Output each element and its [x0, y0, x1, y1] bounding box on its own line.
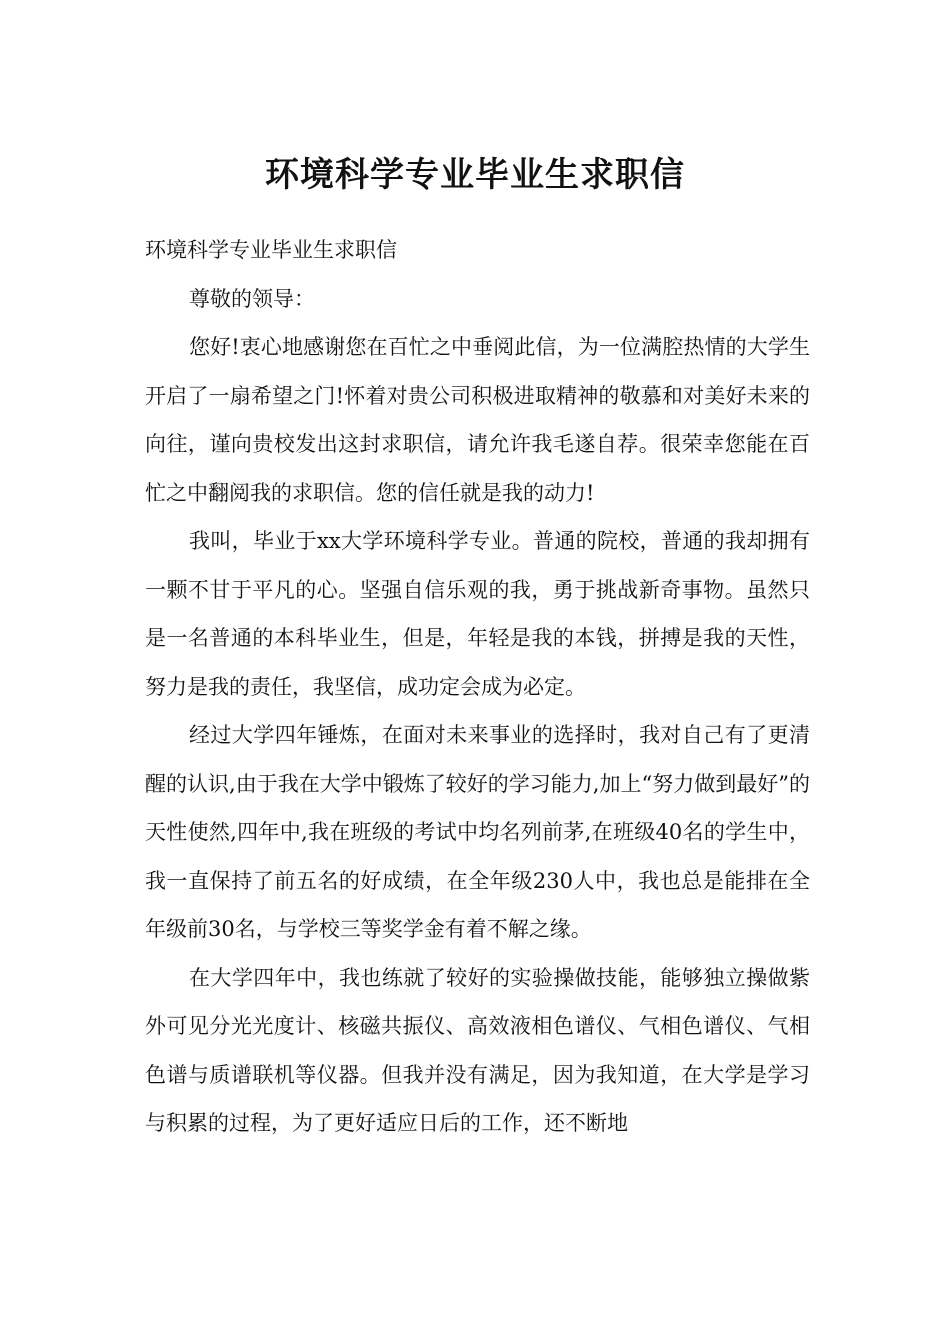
- paragraph-introduction: 我叫，毕业于xx大学环境科学专业。普通的院校，普通的我却拥有一颗不甘于平凡的心。坚强自信乐观的我，勇于挑战新奇事物。虽然只是一名普通的本科毕业生，但是，年轻是我的本钱，拼搏是我的天性，努力是我的责任，我坚信，成功定会成为必定。: [145, 529, 810, 699]
- paragraph-lab-skills: 在大学四年中，我也练就了较好的实验操做技能，能够独立操做紫外可见分光光度计、核磁共振仪、高效液相色谱仪、气相色谱仪、气相色谱与质谱联机等仪器。但我并没有满足，因为我知道，在大学是学习与积累的过程，为了更好适应日后的工作，还不断地: [145, 965, 810, 1135]
- paragraph-greeting: 您好!衷心地感谢您在百忙之中垂阅此信，为一位满腔热情的大学生开启了一扇希望之门!怀着对贵公司积极进取精神的敬慕和对美好未来的向往，谨向贵校发出这封求职信，请允许我毛遂自荐。很荣幸您能在百忙之中翻阅我的求职信。您的信任就是我的动力!: [145, 335, 810, 505]
- document-title: 环境科学专业毕业生求职信: [265, 154, 685, 195]
- salutation: 尊敬的领导：: [189, 286, 315, 311]
- paragraph-academic-record: 经过大学四年锤炼，在面对未来事业的选择时，我对自己有了更清醒的认识,由于我在大学中锻炼了较好的学习能力,加上“努力做到最好”的天性使然,四年中,我在班级的考试中均名列前茅,在班级40名的学生中，我一直保持了前五名的好成绩，在全年级230人中，我也总是能排在全年级前30名，与学校三等奖学金有着不解之缘。: [145, 723, 810, 941]
- letter-body: [145, 226, 810, 1148]
- letter-heading-line: 环境科学专业毕业生求职信: [145, 238, 397, 262]
